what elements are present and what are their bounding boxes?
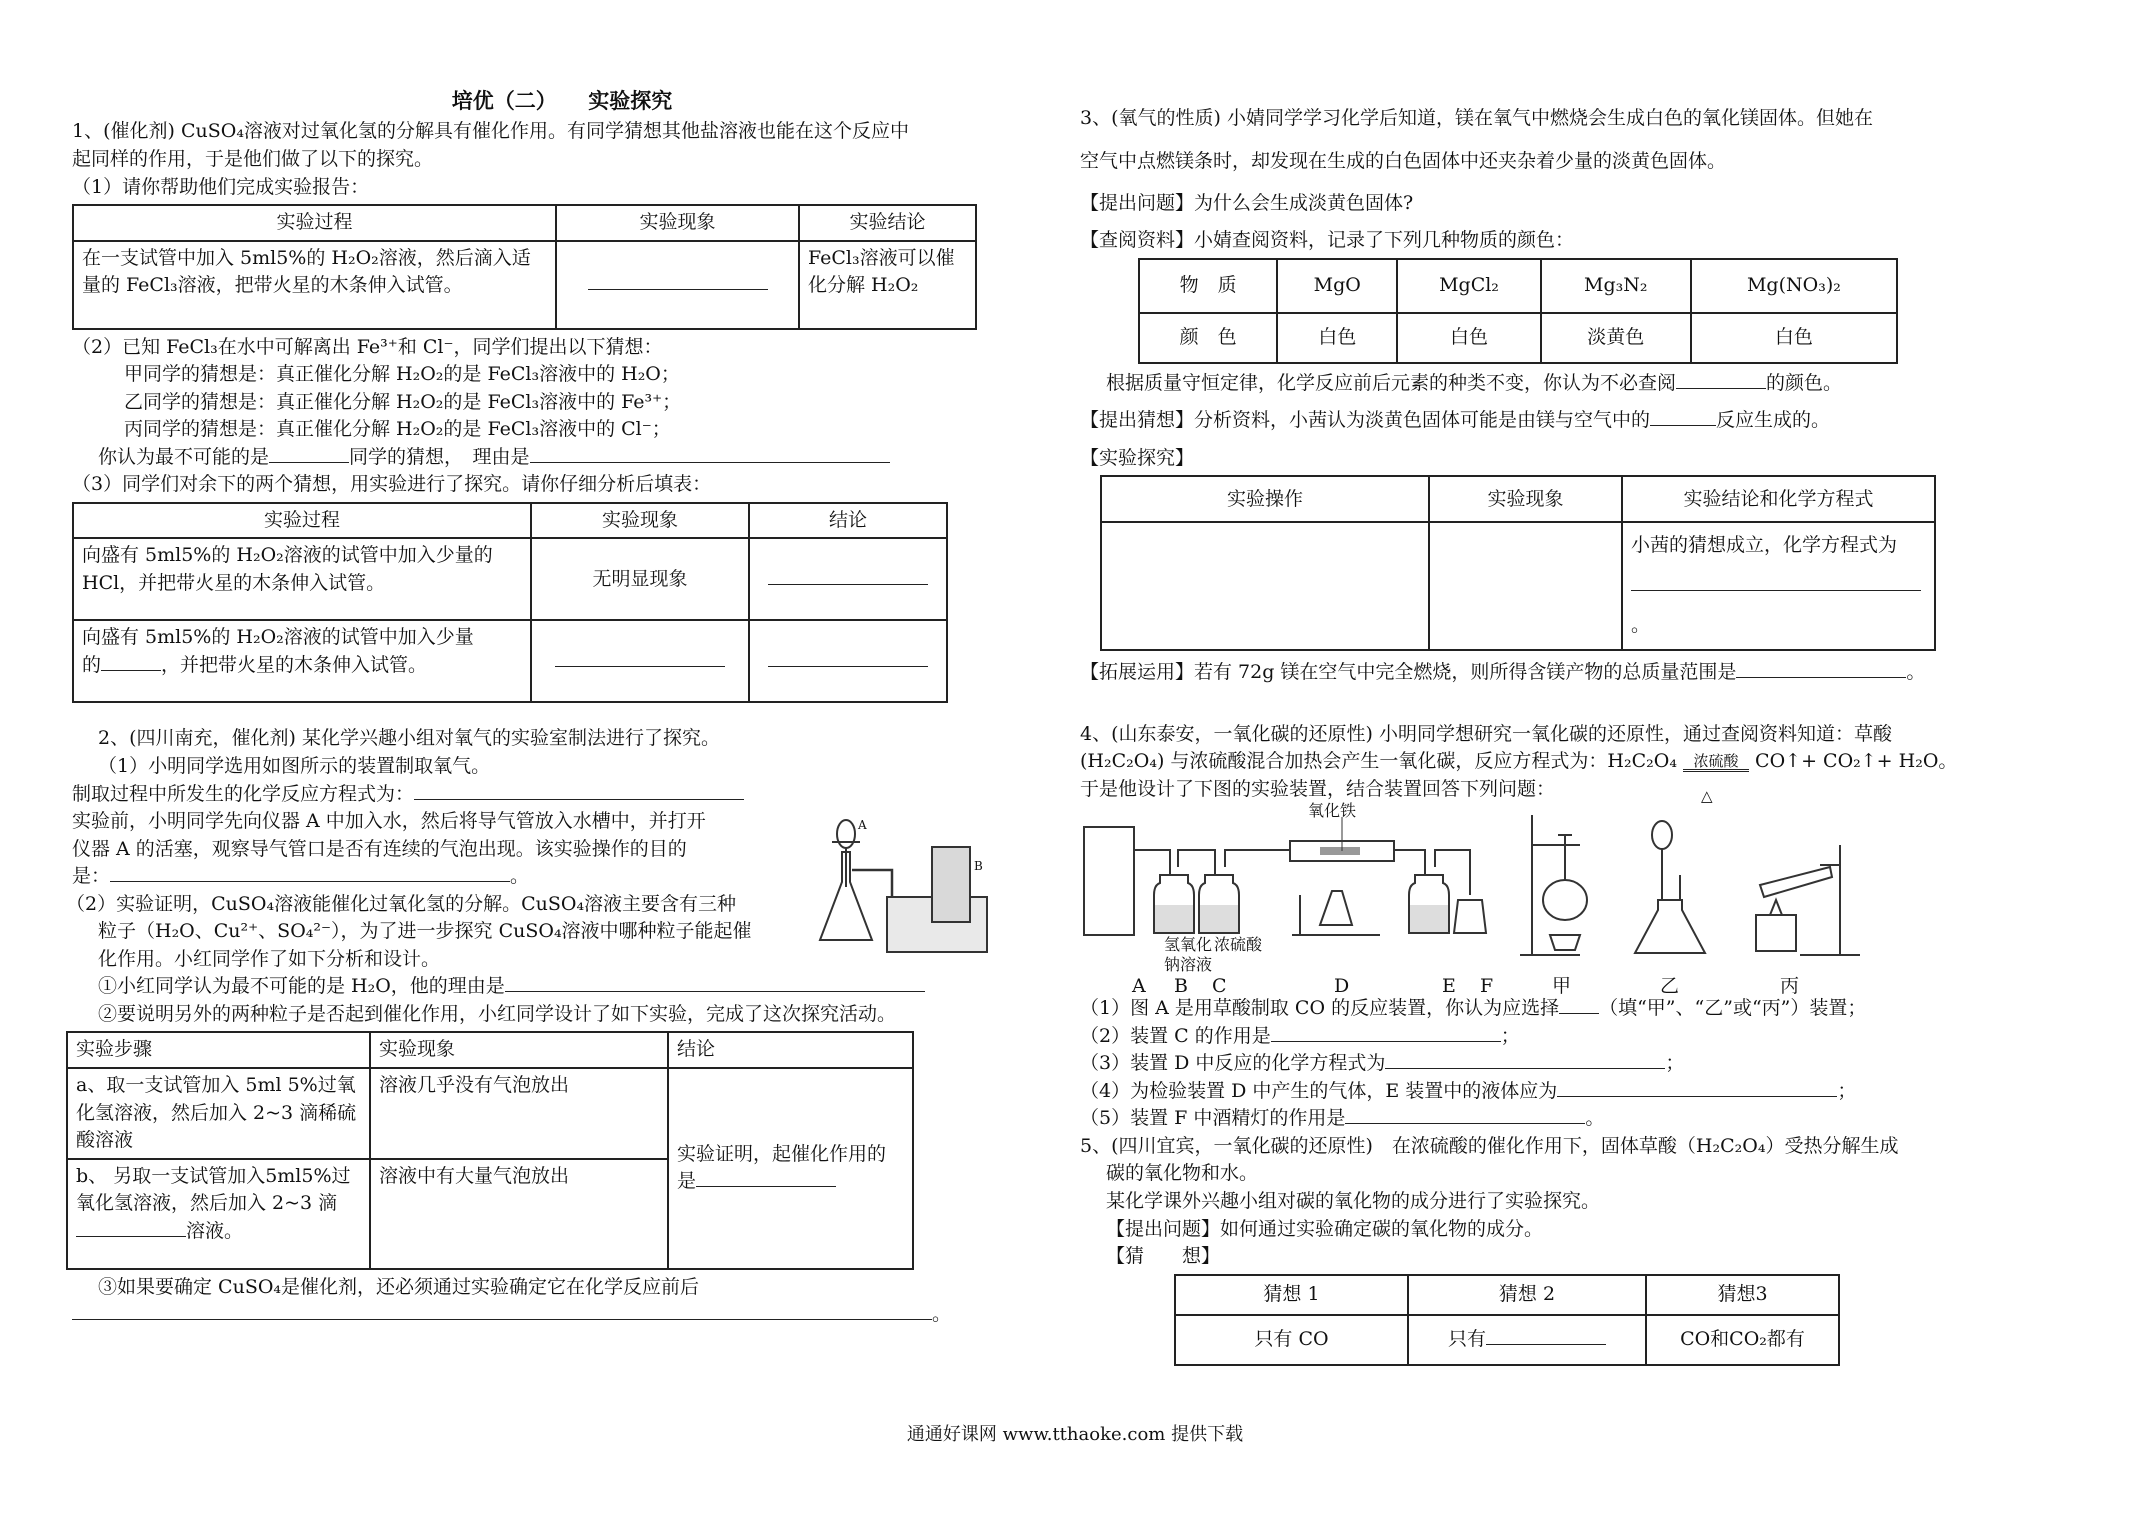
q3-extend: 【拓展运用】若有 72g 镁在空气中完全燃烧，则所得含镁产物的总质量范围是 。 <box>1080 661 1926 683</box>
catalyst-label: 浓硫酸 <box>1693 751 1739 770</box>
text: ①小红同学认为最不可能的是 H₂O，他的理由是 <box>98 975 505 998</box>
q4-q1 <box>1080 995 2090 1023</box>
left-column <box>66 86 1052 1329</box>
q4-intro-line1: 4、(山东泰安，一氧化碳的还原性) 小明同学想研究一氧化碳的还原性，通过查阅资料知道：草酸 <box>1080 722 1892 745</box>
answer-blank[interactable] <box>1650 407 1716 426</box>
q1-intro-line1: 1、(催化剂) CuSO₄溶液对过氧化氢的分解具有催化作用。有同学猜想其他盐溶液也能在这个反应中 <box>72 120 909 143</box>
figure-label-b: B <box>974 859 983 873</box>
q5-ask: 【提出问题】如何通过实验确定碳的氧化物的成分。 <box>1106 1217 1544 1240</box>
table-cell: 白色 <box>1691 313 1897 363</box>
q1-part3: （3）同学们对余下的两个猜想，用实验进行了探究。请你仔细分析后填表： <box>72 473 712 496</box>
q5-guess-table <box>1174 1274 1840 1366</box>
answer-blank[interactable] <box>269 444 349 463</box>
table-cell: Mg(NO₃)₂ <box>1691 259 1897 313</box>
q3-intro-line1: 3、(氧气的性质) 小婧同学学习化学后知道，镁在氧气中燃烧会生成白色的氧化镁固体。但她在 <box>1080 107 1873 129</box>
table-header: 猜想 2 <box>1408 1275 1646 1315</box>
label-a: A <box>1132 975 1146 998</box>
answer-blank[interactable] <box>1676 370 1766 389</box>
label-e: E <box>1442 975 1456 998</box>
least-likely-line <box>72 444 1052 472</box>
naoh-label: 氢氧化 <box>1164 935 1213 955</box>
q3-experiment-table <box>1100 475 1936 651</box>
figure-label-a: A <box>858 818 867 832</box>
q1-intro-line2: 起同样的作用，于是他们做了以下的探究。 <box>72 147 434 170</box>
text: (H₂C₂O₄) 与浓硫酸混合加热会产生一氧化碳，反应方程式为：H₂C₂O₄ <box>1080 750 1677 773</box>
q3-conservation <box>1080 370 2090 398</box>
text: （3）装置 D 中反应的化学方程式为 <box>1080 1052 1386 1075</box>
q2-part2-line3: 化作用。小红同学作了如下分析和设计。 <box>98 947 441 970</box>
table-cell: 无明显现象 <box>531 538 749 620</box>
q4-q4: （4）为检验装置 D 中产生的气体，E 装置中的液体应为 ； <box>1080 1079 1857 1102</box>
table-cell: 向盛有 5ml5%的 H₂O₂溶液的试管中加入少量的 HCl，并把带火星的木条伸入试管。 <box>73 538 531 620</box>
table-header: 实验现象 <box>370 1032 668 1068</box>
answer-blank[interactable] <box>76 1218 186 1237</box>
text: （1）图 A 是用草酸制取 CO 的反应装置，你认为应选择 <box>1080 997 1560 1020</box>
reaction-arrow <box>1683 751 1749 805</box>
table-header: 实验现象 <box>531 503 749 539</box>
table-cell <box>1408 1315 1646 1365</box>
q2-sub1 <box>72 973 1052 1001</box>
text: 小茜的猜想成立，化学方程式为 <box>1631 534 1898 557</box>
answer-blank[interactable] <box>1385 1050 1665 1069</box>
answer-blank[interactable] <box>556 241 799 329</box>
q5-intro-3: 某化学课外兴趣小组对碳的氧化物的成分进行了实验探究。 <box>1106 1190 1601 1213</box>
page-title: 培优（二） 实验探究 <box>451 88 673 113</box>
answer-blank[interactable] <box>110 863 510 882</box>
q4-q2: （2）装置 C 的作用是 ； <box>1080 1024 1520 1047</box>
answer-blank[interactable] <box>1271 1023 1501 1042</box>
answer-blank[interactable] <box>1345 1105 1585 1124</box>
table-header: 实验现象 <box>1429 476 1622 522</box>
text: 【提出猜想】分析资料，小茜认为淡黄色固体可能是由镁与空气中的 <box>1080 409 1651 432</box>
table-header: 实验过程 <box>73 503 531 539</box>
q2-sub3-blank-line: 。 <box>72 1301 1052 1329</box>
text: 只有 <box>1447 1327 1486 1350</box>
text: 反应生成的。 <box>1716 409 1831 432</box>
answer-blank[interactable] <box>531 620 749 702</box>
table-cell: 白色 <box>1397 313 1540 363</box>
right-column <box>1080 96 2090 1370</box>
guess-yi: 乙同学的猜想是：真正催化分解 H₂O₂的是 FeCl₃溶液中的 Fe³⁺； <box>124 390 682 413</box>
q2-line-a: 实验前，小明同学先向仪器 A 中加入水，然后将导气管放入水槽中，并打开 <box>72 810 706 833</box>
table-cell: MgCl₂ <box>1397 259 1540 313</box>
text: 你认为最不可能的是 <box>98 445 270 468</box>
q1-table1 <box>72 204 977 330</box>
text: 的 <box>82 654 102 676</box>
table-cell <box>67 1159 370 1269</box>
q2-intro: 2、(四川南充，催化剂) 某化学兴趣小组对氧气的实验室制法进行了探究。 <box>98 727 720 750</box>
answer-cell[interactable] <box>1101 522 1429 650</box>
table-cell: 物 质 <box>1139 259 1277 313</box>
q2-part2-line1: （2）实验证明，CuSO₄溶液能催化过氧化氢的分解。CuSO₄溶液主要含有三种 <box>66 892 737 915</box>
q4-q5: （5）装置 F 中酒精灯的作用是 。 <box>1080 1107 1605 1130</box>
table-cell: 白色 <box>1277 313 1397 363</box>
q3-intro-line2: 空气中点燃镁条时，却发现在生成的白色固体中还夹杂着少量的淡黄色固体。 <box>1080 149 1727 172</box>
text: （填“甲”、“乙”或“丙”）装置； <box>1599 997 1867 1020</box>
answer-blank[interactable] <box>1557 1078 1837 1097</box>
co-apparatus-figure <box>1080 801 1940 998</box>
q2-part1: （1）小明同学选用如图所示的装置制取氧气。 <box>98 755 491 777</box>
table-cell: FeCl₃溶液可以催化分解 H₂O₂ <box>799 241 976 329</box>
answer-blank[interactable] <box>1631 572 1921 591</box>
q3-color-table <box>1138 258 1898 364</box>
q3-lookup: 【查阅资料】小婧查阅资料，记录了下列几种物质的颜色： <box>1080 229 1575 252</box>
table-cell: 溶液中有大量气泡放出 <box>370 1159 668 1269</box>
page-footer: 通通好课网 www.tthaoke.com 提供下载 <box>906 1424 1244 1445</box>
guess-jia: 甲同学的猜想是：真正催化分解 H₂O₂的是 FeCl₃溶液中的 H₂O； <box>124 363 680 386</box>
table-cell: 淡黄色 <box>1541 313 1691 363</box>
label-d: D <box>1334 975 1350 998</box>
q1-table2 <box>72 502 948 704</box>
text: 【拓展运用】若有 72g 镁在空气中完全燃烧，则所得含镁产物的总质量范围是 <box>1080 661 1737 683</box>
q2-table <box>66 1031 914 1269</box>
q2-sub2: ②要说明另外的两种粒子是否起到催化作用，小红同学设计了如下实验，完成了这次探究活动。 <box>98 1002 897 1025</box>
answer-blank[interactable] <box>1736 659 1906 678</box>
q2-line-c: 是： 。 <box>72 865 530 888</box>
table-header: 实验过程 <box>73 205 556 241</box>
table-cell: 颜 色 <box>1139 313 1277 363</box>
table-header: 实验操作 <box>1101 476 1429 522</box>
table-cell: 只有 CO <box>1175 1315 1408 1365</box>
table-cell <box>73 620 531 702</box>
label-b: B <box>1174 975 1188 998</box>
label-bing: 丙 <box>1780 975 1800 998</box>
q1-part1: （1）请你帮助他们完成实验报告： <box>72 175 370 198</box>
q5-intro-2: 碳的氧化物和水。 <box>1106 1162 1259 1185</box>
table-cell: a、取一支试管加入 5ml 5%过氧化氢溶液，然后加入 2~3 滴稀硫酸溶液 <box>67 1068 370 1159</box>
table-header: 实验结论 <box>799 205 976 241</box>
table-cell: 在一支试管中加入 5ml5%的 H₂O₂溶液，然后滴入适量的 FeCl₃溶液，把带火星的木条伸入试管。 <box>73 241 556 329</box>
q2-line-b: 仪器 A 的活塞，观察导气管口是否有连续的气泡出现。该实验操作的目的 <box>72 837 687 860</box>
table-cell: Mg₃N₂ <box>1541 259 1691 313</box>
q5-guess: 【猜 想】 <box>1106 1245 1221 1268</box>
text: （5）装置 F 中酒精灯的作用是 <box>1080 1107 1346 1130</box>
label-f: F <box>1480 975 1494 998</box>
q3-guess <box>1080 407 2090 435</box>
table-cell: 溶液几乎没有气泡放出 <box>370 1068 668 1159</box>
label-yi: 乙 <box>1660 975 1680 998</box>
table-header: 实验结论和化学方程式 <box>1622 476 1935 522</box>
q1-part2: （2）已知 FeCl₃在水中可解离出 Fe³⁺和 Cl⁻，同学们提出以下猜想： <box>72 335 663 358</box>
answer-blank[interactable] <box>530 444 890 463</box>
table-header: 结论 <box>749 503 947 539</box>
answer-blank[interactable] <box>1486 1326 1606 1345</box>
table-cell: 小茜的猜想成立，化学方程式为 。 <box>1622 522 1935 650</box>
answer-blank[interactable] <box>414 781 744 800</box>
q2-equation-line <box>72 781 1052 809</box>
text: 实验证明，起催化作用的是 <box>677 1142 887 1193</box>
text: 溶液。 <box>186 1219 244 1242</box>
answer-blank[interactable] <box>749 538 947 620</box>
answer-blank[interactable] <box>101 652 161 671</box>
table-header: 猜想 1 <box>1175 1275 1408 1315</box>
text: ，并把带火星的木条伸入试管。 <box>161 654 428 676</box>
text: 是： <box>72 865 111 888</box>
q2-part2-line2: 粒子（H₂O、Cu²⁺、SO₄²⁻），为了进一步探究 CuSO₄溶液中哪种粒子能起催 <box>98 920 752 943</box>
q3-explore: 【实验探究】 <box>1080 446 1195 469</box>
text: 向盛有 5ml5%的 H₂O₂溶液的试管中加入少量 <box>82 626 474 649</box>
table-header: 实验现象 <box>556 205 799 241</box>
q3-ask: 【提出问题】为什么会生成淡黄色固体? <box>1080 191 1414 214</box>
label-c: C <box>1212 975 1227 998</box>
text: b、 另取一支试管加入5ml5%过氧化氢溶液，然后加入 2~3 滴 <box>76 1164 351 1215</box>
label-jia: 甲 <box>1552 975 1572 998</box>
q4-intro-line3: 于是他设计了下图的实验装置，结合装置回答下列问题： <box>1080 777 1556 800</box>
fe2o3-label: 氧化铁 <box>1308 801 1357 821</box>
text: 同学的猜想， 理由是 <box>349 445 530 468</box>
naoh-label-2: 钠溶液 <box>1164 955 1213 975</box>
answer-blank[interactable] <box>696 1168 836 1187</box>
text: CO↑+ CO₂↑+ H₂O。 <box>1755 750 1958 773</box>
text: 制取过程中所发生的化学反应方程式为： <box>72 782 415 805</box>
answer-blank[interactable] <box>72 1301 932 1320</box>
table-cell: CO和CO₂都有 <box>1646 1315 1839 1365</box>
answer-blank[interactable] <box>505 973 925 992</box>
table-header: 实验步骤 <box>67 1032 370 1068</box>
answer-cell[interactable] <box>1429 522 1622 650</box>
guess-bing: 丙同学的猜想是：真正催化分解 H₂O₂的是 FeCl₃溶液中的 Cl⁻； <box>124 418 671 441</box>
oxygen-apparatus-figure <box>812 812 1012 957</box>
heat-symbol: △ <box>1700 786 1713 805</box>
text: 的颜色。 <box>1766 371 1843 394</box>
answer-blank[interactable] <box>749 620 947 702</box>
q2-sub3: ③如果要确定 CuSO₄是催化剂，还必须通过实验确定它在化学反应前后 <box>98 1275 700 1298</box>
h2so4-label: 浓硫酸 <box>1214 935 1263 955</box>
table-cell <box>668 1068 913 1269</box>
q4-q3: （3）装置 D 中反应的化学方程式为 ； <box>1080 1052 1685 1075</box>
text: 根据质量守恒定律，化学反应前后元素的种类不变，你认为不必查阅 <box>1106 371 1677 394</box>
table-header: 猜想3 <box>1646 1275 1839 1315</box>
table-cell: MgO <box>1277 259 1397 313</box>
text: （4）为检验装置 D 中产生的气体，E 装置中的液体应为 <box>1080 1079 1558 1102</box>
text: （2）装置 C 的作用是 <box>1080 1024 1271 1047</box>
table-header: 结论 <box>668 1032 913 1068</box>
q5-intro: 5、(四川宜宾，一氧化碳的还原性) 在浓硫酸的催化作用下，固体草酸（H₂C₂O₄）受热分解生成 <box>1080 1134 1899 1157</box>
